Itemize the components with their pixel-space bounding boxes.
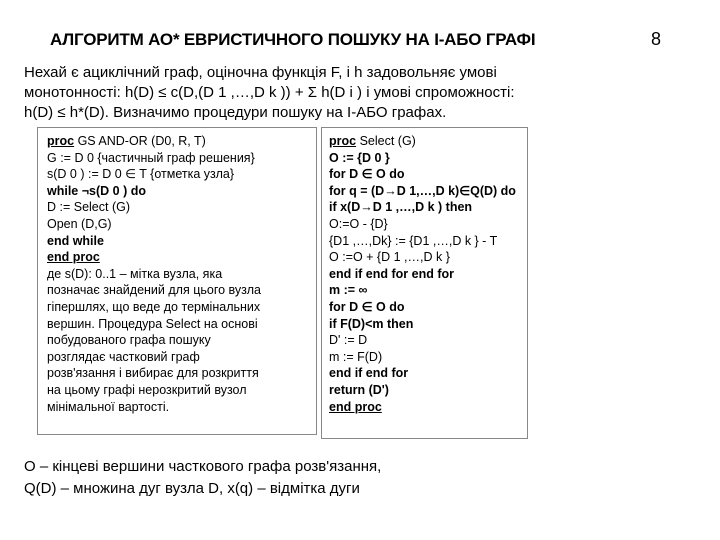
code-line bbox=[47, 183, 261, 200]
code-line bbox=[329, 166, 516, 183]
code-line bbox=[329, 382, 516, 399]
code-keyword: proc bbox=[329, 134, 357, 148]
intro-text bbox=[24, 63, 704, 123]
code-line bbox=[47, 133, 261, 150]
code-text: while ¬s(D 0 ) do bbox=[47, 183, 146, 198]
code-line bbox=[329, 183, 516, 200]
code-line bbox=[47, 282, 261, 299]
code-keyword: proc bbox=[47, 134, 75, 148]
code-text: мінімальної вартості. bbox=[47, 399, 170, 414]
code-text: гіпершлях, що веде до термінальних bbox=[47, 299, 261, 314]
code-keyword: end proc bbox=[47, 250, 100, 265]
code-text: for D ∈ O do bbox=[329, 299, 405, 314]
slide-title: АЛГОРИТМ АО* ЕВРИСТИЧНОГО ПОШУКУ НА І-АБО ГРАФІ bbox=[50, 30, 536, 49]
code-text: O :=O + {D 1 ,…,D k } bbox=[329, 250, 450, 265]
code-text: end if end for end for bbox=[329, 266, 454, 281]
code-line bbox=[329, 199, 516, 216]
code-line bbox=[329, 332, 516, 349]
code-text: розглядає частковий граф bbox=[47, 349, 200, 364]
code-line bbox=[47, 249, 261, 266]
code-text: на цьому графі нерозкритий вузол bbox=[47, 382, 247, 397]
code-line bbox=[47, 332, 261, 349]
code-text: побудованого графа пошуку bbox=[47, 333, 211, 348]
intro-line: h(D) ≤ h*(D). Визначимо процедури пошуку на І-АБО графах. bbox=[24, 104, 447, 121]
code-line bbox=[47, 382, 261, 399]
code-line bbox=[47, 199, 261, 216]
code-text: позначає знайдений для цього вузла bbox=[47, 283, 261, 298]
code-line bbox=[47, 316, 261, 333]
code-text: for q = (D→D 1,…,D k)∈Q(D) do bbox=[329, 183, 516, 198]
code-line bbox=[47, 399, 261, 416]
code-text: O:=O - {D} bbox=[329, 216, 388, 231]
code-line bbox=[329, 266, 516, 283]
footer-line: Q(D) – множина дуг вузла D, x(q) – відмітка дуги bbox=[24, 480, 360, 497]
code-line bbox=[329, 349, 516, 366]
code-line bbox=[329, 299, 516, 316]
code-line bbox=[47, 216, 261, 233]
intro-line: монотонності: h(D) ≤ c(D,(D 1 ,…,D k )) + Σ h(D i ) і умові спроможності: bbox=[24, 84, 515, 101]
code-text: O := {D 0 } bbox=[329, 150, 390, 165]
code-line bbox=[47, 349, 261, 366]
footer-line: O – кінцеві вершини часткового графа розв'язання, bbox=[24, 458, 382, 475]
code-text: if F(D)<m then bbox=[329, 316, 414, 331]
page-number: 8 bbox=[651, 29, 662, 49]
intro-line: Нехай є ациклічний граф, оціночна функція F, і h задовольняє умові bbox=[24, 64, 497, 81]
code-text: GS AND-OR (D0, R, T) bbox=[74, 134, 206, 148]
code-text: s(D 0 ) := D 0 ∈ T {отметка узла} bbox=[47, 167, 235, 182]
code-text: розв'язання і вибирає для розкриття bbox=[47, 366, 259, 381]
code-text: Select (G) bbox=[356, 134, 416, 148]
code-line bbox=[47, 266, 261, 283]
code-line bbox=[329, 316, 516, 333]
code-text: m := F(D) bbox=[329, 349, 383, 364]
code-line bbox=[329, 133, 516, 150]
code-text: return (D') bbox=[329, 382, 389, 397]
code-line bbox=[329, 365, 516, 382]
code-line bbox=[329, 233, 516, 250]
code-line bbox=[329, 399, 516, 416]
footer-text bbox=[24, 456, 381, 500]
code-text: end while bbox=[47, 233, 104, 248]
code-text: D' := D bbox=[329, 333, 368, 348]
code-text: D := Select (G) bbox=[47, 200, 131, 215]
code-text: Open (D,G) bbox=[47, 216, 112, 231]
code-keyword: end proc bbox=[329, 399, 382, 414]
code-line bbox=[47, 166, 261, 183]
code-line bbox=[329, 150, 516, 167]
code-line bbox=[47, 150, 261, 167]
code-line bbox=[329, 282, 516, 299]
code-text: G := D 0 {частичный граф решения} bbox=[47, 150, 255, 165]
code-text: end if end for bbox=[329, 366, 409, 381]
code-text: {D1 ,…,Dk} := {D1 ,…,D k } - T bbox=[329, 233, 498, 248]
code-text: де s(D): 0..1 – мітка вузла, яка bbox=[47, 266, 223, 281]
select-procedure bbox=[329, 133, 516, 415]
code-line bbox=[47, 233, 261, 250]
code-line bbox=[47, 365, 261, 382]
code-text: вершин. Процедура Select на основі bbox=[47, 316, 258, 331]
code-line bbox=[329, 249, 516, 266]
code-text: for D ∈ O do bbox=[329, 167, 405, 182]
code-text: if x(D→D 1 ,…,D k ) then bbox=[329, 200, 473, 215]
code-line bbox=[329, 216, 516, 233]
code-line bbox=[47, 299, 261, 316]
gs-and-or-procedure bbox=[47, 133, 261, 415]
code-text: m := ∞ bbox=[329, 283, 368, 298]
